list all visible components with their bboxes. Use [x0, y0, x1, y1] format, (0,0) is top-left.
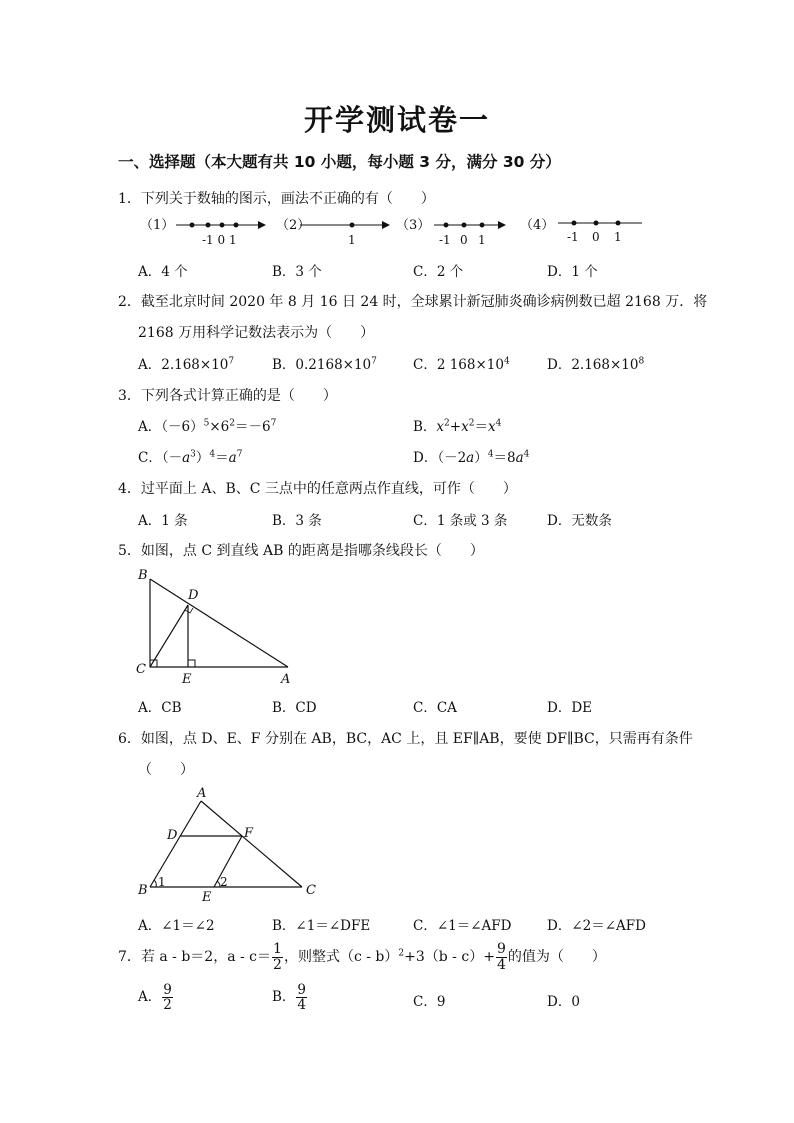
fig4-tick-1: 1	[614, 230, 622, 244]
label-C: C	[136, 662, 146, 677]
fig2-label: （2）	[276, 218, 311, 233]
q4-option-d: D．无数条	[547, 513, 612, 529]
fig1-ticks: -1 0 1	[202, 233, 237, 247]
q4-option-c: C．1 条或 3 条	[413, 513, 508, 529]
q7-option-b: B． $\frac{9}{4}$	[272, 982, 307, 1014]
triangle-figure-q5	[130, 565, 310, 690]
fig3-tick-neg1: -1	[439, 233, 451, 247]
q6-option-b: B．∠1＝∠DFE	[272, 918, 371, 934]
label-E: E	[182, 672, 192, 687]
q3-option-a: A．$(-6)^5\times 6^2=-6^7$	[138, 418, 277, 435]
q7-option-c: C．9	[413, 994, 446, 1010]
fraction-half: $\frac{1}{2}$	[273, 941, 282, 973]
q6-option-a: A．∠1＝∠2	[138, 918, 215, 934]
q1-option-d: D．1 个	[547, 264, 598, 280]
fig4-tick-0: 0	[592, 230, 600, 244]
q1-option-c: C．2 个	[413, 264, 464, 280]
angle-1-label: 1	[158, 875, 166, 889]
label-B: B	[138, 568, 148, 583]
fig4-label: （4）	[520, 218, 555, 233]
section-heading: 一、选择题（本大题有共 10 小题，每小题 3 分，满分 30 分）	[118, 153, 561, 171]
q3-option-c: C．$(-a^3)^4=a^7$	[138, 449, 243, 466]
question-2-stem-line1: 2．截至北京时间 2020 年 8 月 16 日 24 时，全球累计新冠肺炎确诊病例数已超 2168 万．将	[118, 294, 708, 310]
q2-option-c: C．2 $168\times 10^4$	[413, 356, 510, 373]
q5-option-b: B．CD	[272, 700, 317, 716]
q7-option-a: A． $\frac{9}{2}$	[138, 982, 172, 1014]
question-7-stem: 7．若 a - b＝2，a - c＝ $\frac{1}{2}$ ，则整式（c - b）$^2$+3（b - c）+ $\frac{9}{4}$ 的值为（ ）	[118, 941, 606, 973]
question-1-stem: 1．下列关于数轴的图示，画法不正确的有（ ）	[118, 191, 435, 207]
triangle-figure-q6	[130, 785, 330, 905]
label-E: E	[202, 890, 212, 905]
fig3-tick-0: 0	[460, 233, 468, 247]
fig4-tick-neg1: -1	[567, 230, 579, 244]
q5-option-d: D．DE	[547, 700, 593, 716]
q1-option-a: A．4 个	[138, 264, 188, 280]
q5-option-c: C．CA	[413, 700, 457, 716]
label-D: D	[188, 588, 199, 603]
q4-option-b: B．3 条	[272, 513, 322, 529]
q2-option-b: B．$0.2168\times 10^7$	[272, 356, 377, 373]
label-D: D	[167, 828, 178, 843]
q2-option-a: A．$2.168\times 10^7$	[138, 356, 235, 373]
question-3-stem: 3．下列各式计算正确的是（ ）	[118, 388, 337, 404]
number-line-figures	[118, 212, 678, 252]
label-A: A	[197, 786, 207, 801]
fig3-tick-1: 1	[478, 233, 486, 247]
fig2-ticks: 1	[348, 233, 356, 247]
question-6-stem-line2: （ ）	[138, 762, 194, 778]
q5-option-a: A．CB	[138, 700, 182, 716]
angle-2-label: 2	[220, 875, 228, 889]
label-C: C	[306, 883, 316, 898]
label-F: F	[244, 826, 254, 841]
label-A: A	[281, 672, 291, 687]
q6-option-c: C．∠1＝∠AFD	[413, 918, 512, 934]
q3-option-b: B．$x^2+x^2=x^4$	[413, 418, 502, 435]
q2-option-d: D．$2.168\times 10^8$	[547, 356, 645, 373]
q3-option-d: D．$(-2a)^4=8a^4$	[413, 449, 530, 466]
label-B: B	[138, 883, 148, 898]
fig3-label: （3）	[396, 218, 431, 233]
question-4-stem: 4．过平面上 A、B、C 三点中的任意两点作直线，可作（ ）	[118, 481, 517, 497]
fraction-nine-quarters: $\frac{9}{4}$	[496, 941, 506, 973]
page-title: 开学测试卷一	[303, 103, 490, 137]
question-6-stem-line1: 6．如图，点 D、E、F 分别在 AB，BC，AC 上，且 EF∥AB，要使 DF∥BC，只需再有条件	[118, 731, 693, 747]
q4-option-a: A．1 条	[138, 513, 188, 529]
question-5-stem: 5．如图，点 C 到直线 AB 的距离是指哪条线段长（ ）	[118, 543, 484, 559]
fig1-label: （1）	[140, 218, 175, 233]
q7-option-d: D．0	[547, 994, 580, 1010]
question-2-stem-line2: 2168 万用科学记数法表示为（ ）	[138, 325, 375, 341]
q6-option-d: D．∠2＝∠AFD	[547, 918, 646, 934]
q1-option-b: B．3 个	[272, 264, 322, 280]
